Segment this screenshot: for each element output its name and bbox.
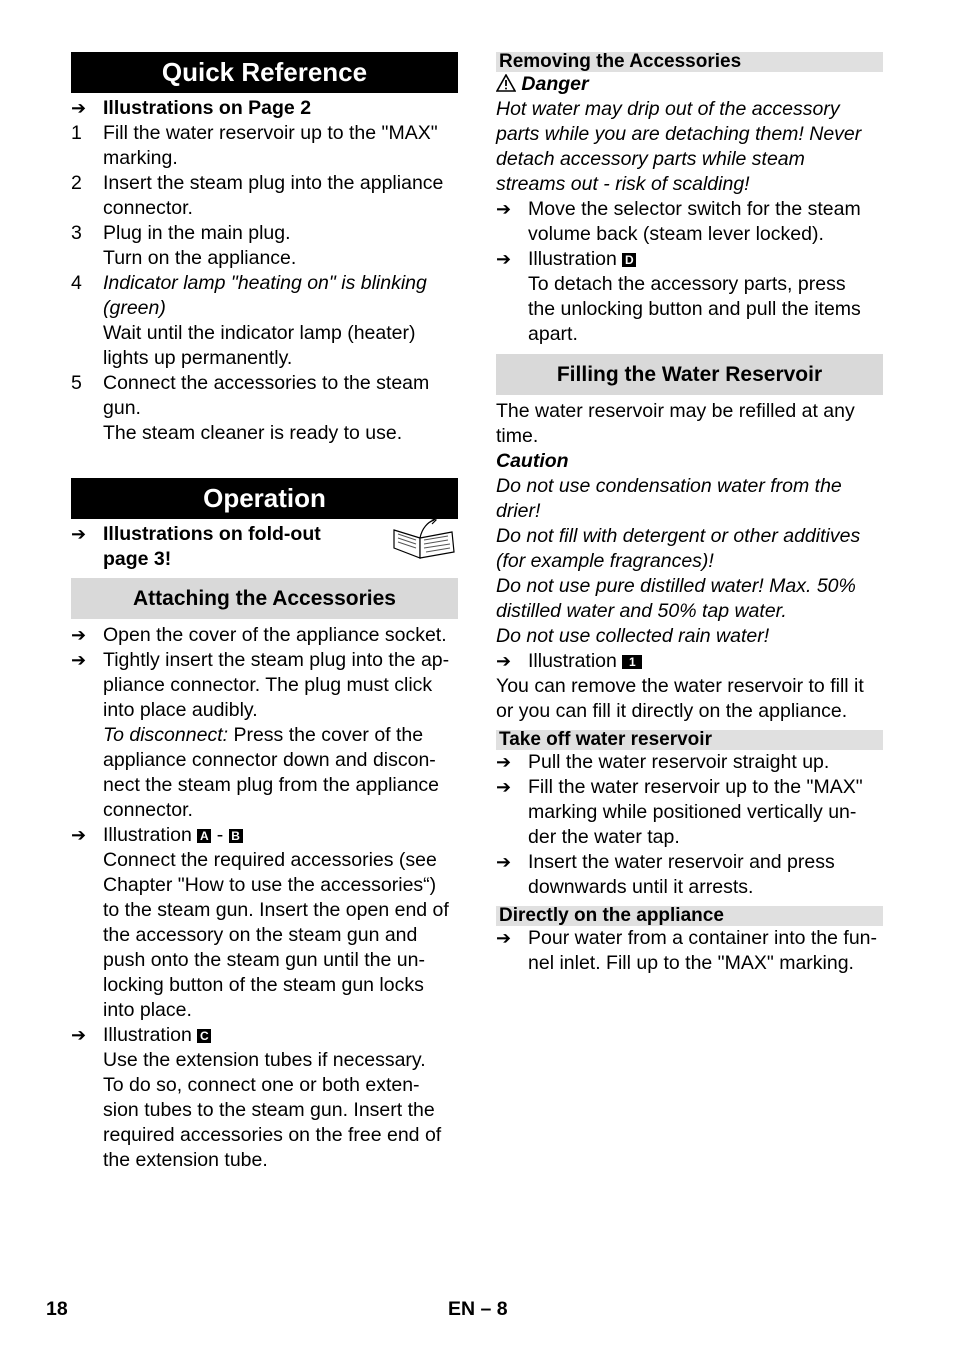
step-number: 5 <box>71 372 82 394</box>
step-number: 3 <box>71 222 82 244</box>
text-line: the extension tube. <box>103 1149 268 1171</box>
pull-item: ➔ Pull the water reservoir straight up. <box>496 751 830 773</box>
step-number: 4 <box>71 272 82 294</box>
caution-label: Caution <box>496 450 569 472</box>
right-arrow-icon: ➔ <box>496 752 512 772</box>
text-line: Do not use pure distilled water! Max. 50% <box>496 575 856 597</box>
text-line: Use the extension tubes if necessary. <box>103 1049 426 1071</box>
right-arrow-icon: ➔ <box>496 199 512 219</box>
text-line: drier! <box>496 500 541 522</box>
pour-item: ➔ Pour water from a container into the fun- nel inlet. Fill up to the "MAX" marking. <box>496 927 878 974</box>
text-line: Indicator lamp "heating on" is blinking <box>103 272 427 294</box>
operation-heading: Operation <box>71 478 458 519</box>
text-line: detach accessory parts while steam <box>496 148 805 170</box>
text-line: Plug in the main plug. <box>103 222 291 244</box>
text-line: distilled water and 50% tap water. <box>496 600 787 622</box>
open-cover-item: ➔ Open the cover of the appliance socket. <box>71 624 447 646</box>
fill-item: ➔ Fill the water reservoir up to the "MAX" marking while positioned vertically un- der the water tap. <box>496 776 863 848</box>
step-item <box>71 221 458 271</box>
text-line: the accessory on the steam gun and <box>103 924 418 946</box>
illustration-1-item: ➔ Illustration 1 <box>496 649 883 674</box>
text-line: parts while you are detaching them! Never <box>496 123 862 145</box>
right-arrow-icon: ➔ <box>71 1025 87 1045</box>
text-line: sion tubes to the steam gun. Insert the <box>103 1099 435 1121</box>
text-line: lights up permanently. <box>103 347 293 369</box>
text-line: Insert the steam plug into the appliance <box>103 172 444 194</box>
text-line: into place. <box>103 999 192 1021</box>
text-line: Do not use collected rain water! <box>496 625 770 647</box>
illustrations-note: ➔ Illustrations on Page 2 <box>71 97 312 119</box>
figure-b-marker: B <box>229 829 243 843</box>
text-line: (for example fragrances)! <box>496 550 714 572</box>
filling-heading: Filling the Water Reservoir <box>496 354 883 395</box>
illustration-ab-item: ➔ Illustration A - B Connect the required accessories (see Chapter "How to use the accessories“) to the steam gun. Insert the open end of the accessory on the steam gun and push onto the steam gun until the un- locking button of the steam gun locks into place. <box>71 823 458 1023</box>
foldout-note: ➔ Illustrations on fold-out page 3! <box>71 523 321 570</box>
removing-heading: Removing the Accessories <box>496 52 883 72</box>
text-line: to the steam gun. Insert the open end of <box>103 899 449 921</box>
book-icon <box>390 516 458 562</box>
step-item <box>71 121 458 171</box>
left-column <box>71 52 458 1173</box>
selector-item: ➔ Move the selector switch for the steam volume back (steam lever locked). <box>496 198 861 245</box>
danger-label: Danger <box>496 72 883 97</box>
right-arrow-icon: ➔ <box>71 98 87 118</box>
text-line: To do so, connect one or both exten- <box>103 1074 420 1096</box>
step-number: 2 <box>71 172 82 194</box>
right-arrow-icon: ➔ <box>496 651 512 671</box>
text-line: Hot water may drip out of the accessory <box>496 98 840 120</box>
step-item <box>71 371 458 446</box>
text-line: Do not fill with detergent or other additives <box>496 525 861 547</box>
text-line: push onto the steam gun until the un- <box>103 949 425 971</box>
quick-reference-heading: Quick Reference <box>71 52 458 93</box>
danger-text <box>496 97 883 197</box>
directly-heading: Directly on the appliance <box>496 906 883 926</box>
step-item <box>71 271 458 371</box>
right-arrow-icon: ➔ <box>71 625 87 645</box>
right-arrow-icon: ➔ <box>71 524 87 544</box>
step-item <box>71 171 458 221</box>
warning-triangle-icon <box>496 74 516 92</box>
quick-reference-steps <box>71 121 458 446</box>
right-arrow-icon: ➔ <box>71 650 87 670</box>
text-line: connector. <box>103 197 193 219</box>
illustration-c-item: ➔ Illustration C Use the extension tubes if necessary. To do so, connect one or both exten- sion tubes to the steam gun. Insert the required accessories on the free end of the extension tube. <box>71 1023 458 1173</box>
take-off-heading: Take off water reservoir <box>496 730 883 750</box>
text-line: gun. <box>103 397 141 419</box>
right-arrow-icon: ➔ <box>496 928 512 948</box>
figure-1-marker: 1 <box>622 655 642 669</box>
insert-plug-item: ➔ Tightly insert the steam plug into the ap- pliance connector. The plug must click into place audibly. To disconnect: Press the cover of the appliance connector down and discon- nect the steam plug from the appliance connector. <box>71 649 450 821</box>
text-line: The steam cleaner is ready to use. <box>103 422 403 444</box>
right-column: Removing the Accessories Danger Hot water may drip out of the accessory parts while you are detaching them! Never detach accessory parts while steam streams out - risk of scalding! ➔ Move the selector switch for the steam volume back (steam lever locked). ➔ Illustration D To detach the accessory parts, press the unlocking button and pull the items apart. Filling the Water Reservoir The water reservoir may be refilled at any time. Caution Do not use condensation water from the drier! Do not fill with detergent or other additives (for example fragrances)! Do not use pure distilled water! Max. 50% distilled water and 50% tap water. Do not use collected rain water! ➔ Illustration 1 You can remove the water reservoir to fill it or you can fill it directly on the appliance. Take off water reservoir ➔ Pull the water reservoir straight up. ➔ Fill the water reservoir up to the "MAX" marking while positioned vertically un- der the water tap. ➔ Insert the water reservoir and press downwards until it arrests. Directly on the appliance ➔ Pour water from a container into the fun- nel inlet. Fill up to the "MAX" marking. <box>496 52 883 976</box>
text-line: locking button of the steam gun locks <box>103 974 424 996</box>
text-line: marking. <box>103 147 178 169</box>
text-line: Turn on the appliance. <box>103 247 297 269</box>
attaching-heading: Attaching the Accessories <box>71 578 458 619</box>
right-arrow-icon: ➔ <box>496 249 512 269</box>
text-line: Do not use condensation water from the <box>496 475 842 497</box>
figure-d-marker: D <box>622 253 636 267</box>
caution-text <box>496 474 883 649</box>
figure-c-marker: C <box>197 1029 211 1043</box>
text-line: Wait until the indicator lamp (heater) <box>103 322 416 344</box>
right-arrow-icon: ➔ <box>71 825 87 845</box>
text-line: streams out - risk of scalding! <box>496 173 750 195</box>
text-line: Fill the water reservoir up to the "MAX" <box>103 122 438 144</box>
text-line: Connect the accessories to the steam <box>103 372 430 394</box>
text-line: (green) <box>103 297 166 319</box>
right-arrow-icon: ➔ <box>496 852 512 872</box>
illustration-d-item: ➔ Illustration D To detach the accessory parts, press the unlocking button and pull the items apart. <box>496 248 861 345</box>
page-number: 18 <box>46 1298 68 1320</box>
text-line: Chapter "How to use the accessories“) <box>103 874 437 896</box>
insert-item: ➔ Insert the water reservoir and press downwards until it arrests. <box>496 851 835 898</box>
right-arrow-icon: ➔ <box>496 777 512 797</box>
step-number: 1 <box>71 122 82 144</box>
text-line: required accessories on the free end of <box>103 1124 442 1146</box>
text-line: Connect the required accessories (see <box>103 849 437 871</box>
figure-a-marker: A <box>197 829 211 843</box>
page-label: EN – 8 <box>448 1298 508 1320</box>
